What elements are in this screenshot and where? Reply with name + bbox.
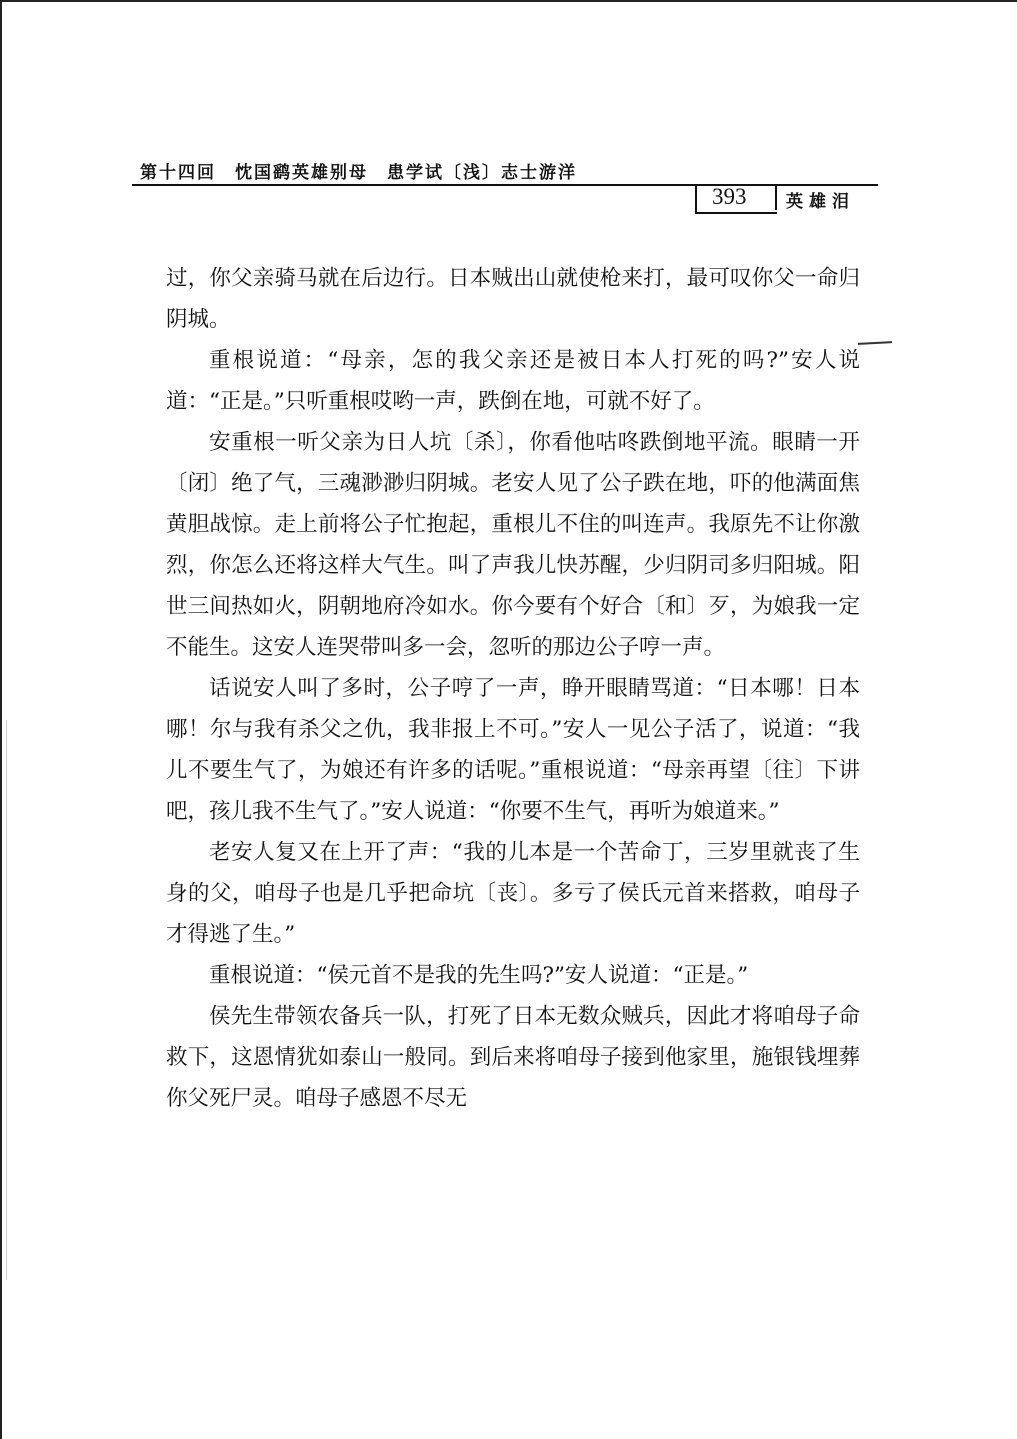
running-head: 第十四回 忱国鹞英雄别母 患学试〔浅〕志士游洋 xyxy=(140,163,577,183)
paragraph: 过，你父亲骑马就在后边行。日本贼出山就使枪来打，最可叹你父一命归阴城。 xyxy=(166,266,860,332)
margin-pen-mark xyxy=(858,341,892,345)
paragraph: 安重根一听父亲为日人坑〔杀〕，你看他咕咚跌倒地平流。眼睛一开〔闭〕绝了气，三魂渺渺归阴城。老安人见了公子跌在地，吓的他满面焦黄胆战惊。走上前将公子忙抱起，重根儿不住的叫连声。我原先不让你激烈，你怎么还将这样大气生。叫了声我儿快苏醒，少归阴司多归阳城。阳世三间热如火，阴朝地府冷如水。你今要有个好合〔和〕歹，为娘我一定不能生。这安人连哭带叫多一会，忽听的那边公子哼一声。 xyxy=(166,430,860,660)
book-title: 英雄泪 xyxy=(786,192,855,212)
paragraph: 重根说道：“母亲，怎的我父亲还是被日本人打死的吗?”安人说道：“正是。”只听重根哎哟一声，跌倒在地，可就不好了。 xyxy=(166,348,860,414)
paragraph: 侯先生带领农备兵一队，打死了日本无数众贼兵，因此才将咱母子命救下，这恩情犹如泰山一般同。到后来将咱母子接到他家里，施银钱埋葬你父死尸灵。咱母子感恩不尽无 xyxy=(166,1004,860,1111)
scan-border-left xyxy=(0,0,2,1439)
paragraph: 老安人复又在上开了声：“我的儿本是一个苦命丁，三岁里就丧了生身的父，咱母子也是几乎把命坑〔丧〕。多亏了侯氏元首来搭救，咱母子才得逃了生。” xyxy=(166,840,860,947)
paragraph: 话说安人叫了多时，公子哼了一声，睁开眼睛骂道：“日本哪！日本哪！尔与我有杀父之仇，我非报上不可。”安人一见公子活了，说道：“我儿不要生气了，为娘还有许多的话呢。”重根说道：“母亲再望〔往〕下讲吧，孩儿我不生气了。”安人说道：“你要不生气，再听为娘道来。” xyxy=(166,676,860,824)
folio-separator xyxy=(775,184,777,210)
scan-shadow xyxy=(6,720,7,1280)
body-text xyxy=(166,258,860,1119)
scan-border-top xyxy=(0,0,1017,2)
paragraph: 重根说道：“侯元首不是我的先生吗?”安人说道：“正是。” xyxy=(209,963,749,988)
page-number: 393 xyxy=(712,184,747,209)
